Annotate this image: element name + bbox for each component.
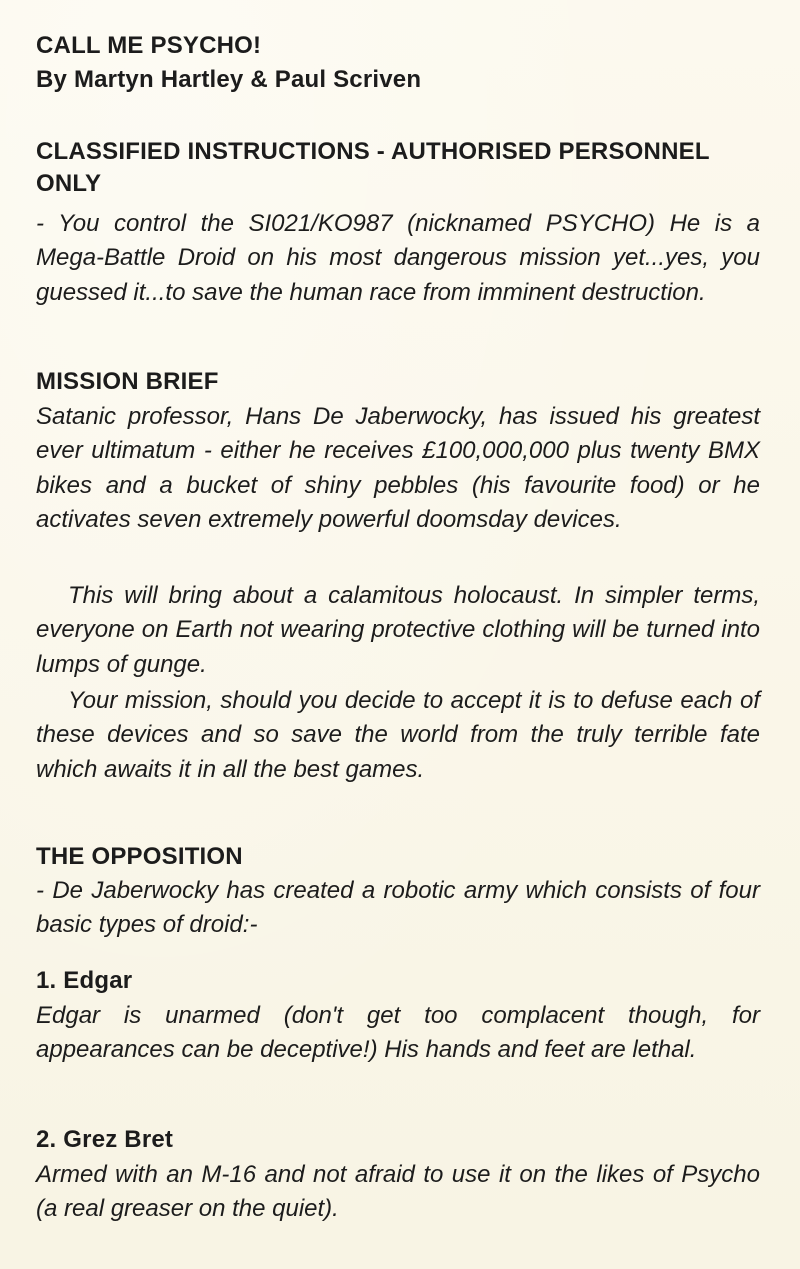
section-heading-mission-brief: MISSION BRIEF [36, 368, 219, 395]
authors-byline: By Martyn Hartley & Paul Scriven [36, 66, 422, 93]
mission-brief-paragraph-2: This will bring about a calamitous holocaust. In simpler terms, everyone on Earth not wearing protective clothing will be turned into lumps of gunge. [36, 582, 760, 678]
section-heading-opposition: THE OPPOSITION [36, 843, 243, 870]
droid-description-grez-bret: Armed with an M-16 and not afraid to use it on the likes of Psycho (a real greaser on the quiet). [36, 1161, 760, 1223]
droid-description-edgar: Edgar is unarmed (don't get too complacent though, for appearances can be deceptive!) His hands and feet are lethal. [36, 1002, 760, 1064]
mission-brief-paragraph-1: Satanic professor, Hans De Jaberwocky, has issued his greatest ever ultimatum - either he receives £100,000,000 plus twenty BMX bikes and a bucket of shiny pebbles (his favourite food) or he activates seven extremely powerful doomsday devices. [36, 403, 760, 533]
section-heading-classified: CLASSIFIED INSTRUCTIONS - AUTHORISED PERSONNEL ONLY [36, 138, 710, 197]
droid-heading-grez-bret: 2. Grez Bret [36, 1126, 174, 1153]
game-title: CALL ME PSYCHO! [36, 32, 262, 59]
opposition-paragraph: - De Jaberwocky has created a robotic army which consists of four basic types of droid:- [36, 877, 760, 939]
droid-heading-edgar: 1. Edgar [36, 967, 133, 994]
classified-paragraph: - You control the SI021/KO987 (nicknamed PSYCHO) He is a Mega-Battle Droid on his most dangerous mission yet...yes, you guessed it...to save the human race from imminent destruction. [36, 210, 760, 306]
mission-brief-paragraph-3: Your mission, should you decide to accept it is to defuse each of these devices and so save the world from the truly terrible fate which awaits it in all the best games. [36, 687, 760, 783]
